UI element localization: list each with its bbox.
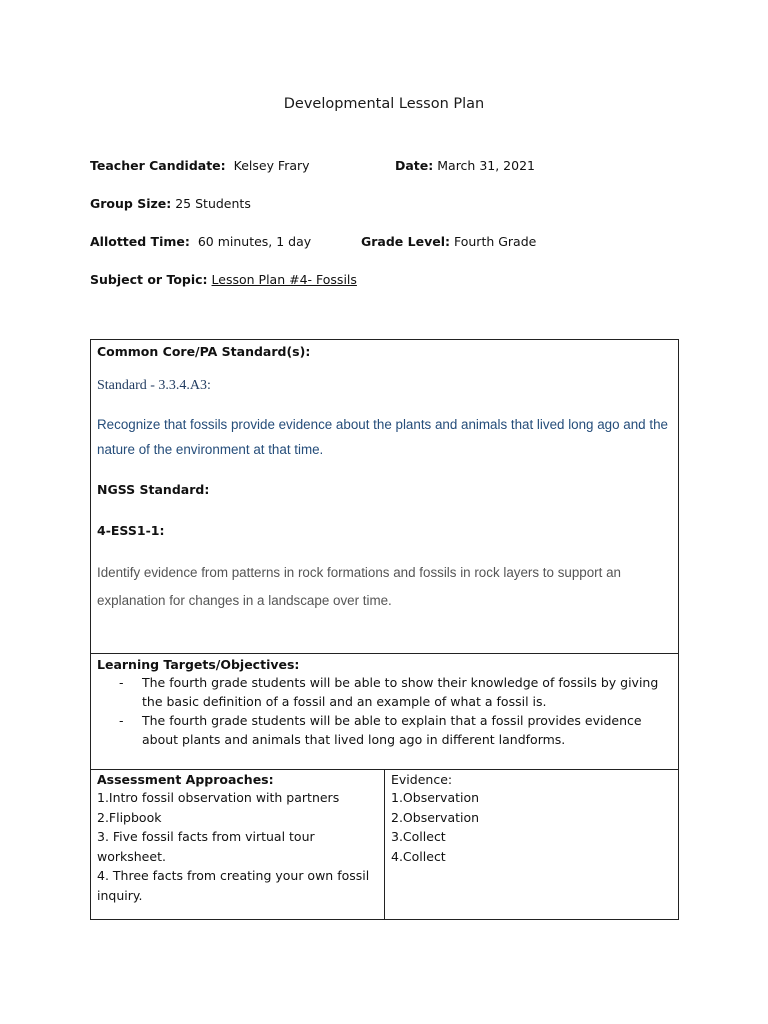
teacher-value: Kelsey Frary [233, 158, 310, 173]
assessment-line: worksheet. [97, 848, 166, 864]
ess-standard-heading: 4-ESS1-1: [97, 523, 165, 538]
list-item [97, 711, 672, 749]
dash-bullet: - [119, 675, 124, 690]
group-size-row [90, 196, 251, 211]
list-item [97, 673, 672, 711]
grade-level-label: Grade Level: [361, 234, 450, 249]
date-label: Date: [395, 158, 434, 173]
teacher-candidate-row [90, 158, 310, 173]
objective-text: The fourth grade students will be able to explain that a fossil provides evidence about plants and animals that lived long ago in different landforms. [142, 713, 642, 747]
assessment-line: 1.Intro fossil observation with partners [97, 790, 340, 805]
dash-bullet: - [119, 713, 124, 728]
assessment-heading: Assessment Approaches: [97, 772, 274, 787]
standards-heading: Common Core/PA Standard(s): [97, 344, 311, 359]
subject-value: Lesson Plan #4- Fossils [211, 272, 357, 287]
allotted-time-row [90, 234, 311, 249]
pa-standard-text: Recognize that fossils provide evidence about the plants and animals that lived long ago and the nature of the environment at that time. [97, 417, 668, 457]
grade-level-value: Fourth Grade [453, 234, 537, 249]
date-value: March 31, 2021 [437, 158, 535, 173]
assessment-line: 3. Five fossil facts from virtual tour [97, 829, 315, 844]
assessment-line: 2.Flipbook [97, 809, 162, 825]
objectives-list [97, 673, 672, 749]
teacher-label: Teacher Candidate: [90, 158, 226, 173]
objectives-heading: Learning Targets/Objectives: [97, 657, 300, 672]
allotted-time-value: 60 minutes, 1 day [197, 234, 312, 249]
allotted-time-label: Allotted Time: [90, 234, 190, 249]
evidence-cell [385, 770, 679, 920]
group-size-value: 25 Students [175, 196, 251, 211]
assessment-line: inquiry. [97, 887, 143, 903]
evidence-heading: Evidence: [391, 772, 453, 787]
evidence-line: 4.Collect [391, 848, 446, 864]
evidence-line: 2.Observation [391, 809, 480, 825]
grade-level-row [361, 234, 536, 249]
ngss-heading: NGSS Standard: [97, 482, 210, 497]
pa-standard-label: Standard - 3.3.4.A3: [97, 378, 211, 393]
evidence-line: 3.Collect [391, 829, 446, 844]
date-row [395, 158, 535, 173]
evidence-line: 1.Observation [391, 790, 480, 805]
page-title: Developmental Lesson Plan [283, 96, 485, 112]
assessment-cell [91, 770, 385, 920]
ess-standard-text: Identify evidence from patterns in rock formations and fossils in rock layers to support an explanation for changes in a landscape over time. [97, 565, 621, 608]
assessment-line: 4. Three facts from creating your own fossil [97, 868, 370, 883]
subject-label: Subject or Topic: [90, 272, 208, 287]
standards-cell [91, 340, 679, 654]
objective-text: The fourth grade students will be able to show their knowledge of fossils by giving the basic definition of a fossil and an example of what a fossil is. [142, 675, 659, 709]
lesson-plan-table [90, 339, 679, 920]
group-size-label: Group Size: [90, 196, 172, 211]
subject-row [90, 272, 357, 287]
objectives-cell [91, 654, 679, 770]
